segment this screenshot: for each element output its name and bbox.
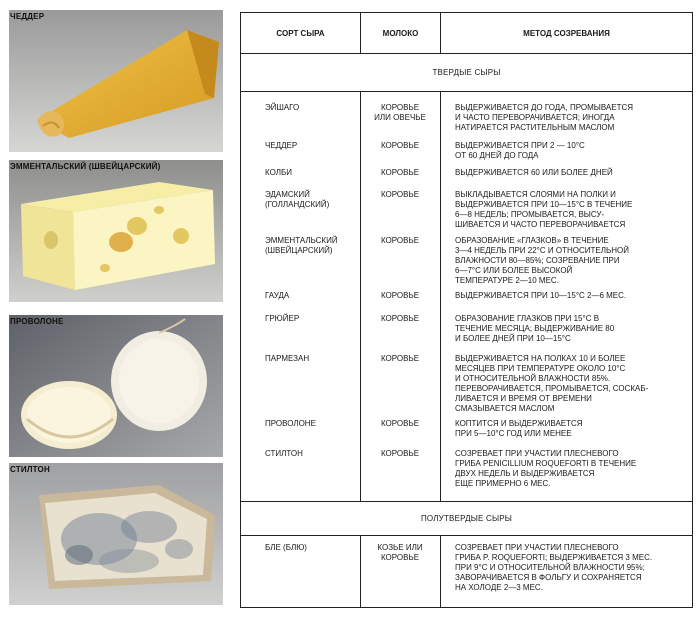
row-milk: КОРОВЬЕ: [380, 449, 420, 458]
row-milk: КОРОВЬЕ: [380, 190, 420, 199]
row-method: ВЫКЛАДЫВАЕТСЯ СЛОЯМИ НА ПОЛКИ И ВЫДЕРЖИВАЕТСЯ ПРИ 10—15°С В ТЕЧЕНИЕ 6—8 НЕДЕЛЬ; ПРОМЫВАЕТСЯ, ВЫСУ- ШИВАЕТСЯ И ЧАСТО ПЕРЕВОРАЧИВАЕТСЯ: [455, 190, 633, 229]
cheddar-label: ЧЕДДЕР: [10, 12, 45, 21]
row-milk: КОРОВЬЕ: [380, 419, 420, 428]
emmental-photo: [9, 160, 223, 302]
row-method: СОЗРЕВАЕТ ПРИ УЧАСТИИ ПЛЕСНЕВОГО ГРИБА PENICILLIUM ROQUEFORTI В ТЕЧЕНИЕ ДВУХ НЕДЕЛЬ И ВЫДЕРЖИВАЕТСЯ ЕЩЕ ПРИМЕРНО 6 МЕС.: [455, 449, 637, 488]
emmental-label: ЭММЕНТАЛЬСКИЙ (ШВЕЙЦАРСКИЙ): [10, 162, 161, 171]
provolone-label: ПРОВОЛОНЕ: [10, 317, 64, 326]
row-name: ГРЮЙЕР: [265, 314, 300, 323]
row-milk: КОРОВЬЕ: [380, 291, 420, 300]
section-title-hard: ТВЕРДЫЕ СЫРЫ: [432, 68, 501, 77]
stilton-label: СТИЛТОН: [10, 465, 50, 474]
row-name: ГАУДА: [265, 291, 290, 300]
row-method: ОБРАЗОВАНИЕ ГЛАЗКОВ ПРИ 15°С В ТЕЧЕНИЕ МЕСЯЦА; ВЫДЕРЖИВАНИЕ 80 И БОЛЕЕ ДНЕЙ ПРИ 10—15°С: [455, 314, 615, 343]
row-milk: КОРОВЬЕ: [380, 314, 420, 323]
row-method: ВЫДЕРЖИВАЕТСЯ ДО ГОДА, ПРОМЫВАЕТСЯ И ЧАСТО ПЕРЕВОРАЧИВАЕТСЯ; ИНОГДА НАТИРАЕТСЯ РАСТИТЕЛЬНЫМ МАСЛОМ: [455, 103, 634, 132]
row-name: ЧЕДДЕР: [265, 141, 298, 150]
row-milk: КОРОВЬЕ ИЛИ ОВЕЧЬЕ: [374, 103, 426, 122]
row-name: ПАРМЕЗАН: [265, 354, 310, 363]
row-method: ВЫДЕРЖИВАЕТСЯ НА ПОЛКАХ 10 И БОЛЕЕ МЕСЯЦЕВ ПРИ ТЕМПЕРАТУРЕ ОКОЛО 10°С И ОТНОСИТЕЛЬНОЙ ВЛАЖНОСТИ 85%. ПЕРЕВОРАЧИВАЕТСЯ, ПРОМЫВАЕТСЯ, СОСКАБ- ЛИВАЕТСЯ И ВРЕМЯ ОТ ВРЕМЕНИ СМАЗЫВАЕТСЯ МАСЛОМ: [455, 354, 649, 413]
row-milk: КОРОВЬЕ: [380, 168, 420, 177]
row-name: СТИЛТОН: [265, 449, 303, 458]
row-name: ЭЙШАГО: [265, 103, 300, 112]
row-name: ПРОВОЛОНЕ: [265, 419, 316, 428]
row-name: ЭММЕНТАЛЬСКИЙ (ШВЕЙЦАРСКИЙ): [265, 236, 338, 255]
cheddar-photo: [9, 10, 223, 152]
provolone-photo: [9, 315, 223, 457]
row-method: ОБРАЗОВАНИЕ «ГЛАЗКОВ» В ТЕЧЕНИЕ 3—4 НЕДЕЛЬ ПРИ 22°С И ОТНОСИТЕЛЬНОЙ ВЛАЖНОСТИ 80—85%; СОЗРЕВАНИЕ ПРИ 6—7°С ИЛИ БОЛЕЕ ВЫСОКОЙ ТЕМПЕРАТУРЕ 2—10 МЕС.: [455, 236, 629, 285]
header-variety: СОРТ СЫРА: [276, 28, 325, 38]
header-milk: МОЛОКО: [382, 28, 419, 38]
row-method: ВЫДЕРЖИВАЕТСЯ ПРИ 10—15°С 2—6 МЕС.: [455, 291, 627, 300]
cheese-ripening-table: [240, 12, 693, 608]
header-method: МЕТОД СОЗРЕВАНИЯ: [523, 28, 610, 38]
row-milk: КОЗЬЕ ИЛИ КОРОВЬЕ: [377, 543, 423, 562]
stilton-photo: [9, 463, 223, 605]
section-title-semi-hard: ПОЛУТВЕРДЫЕ СЫРЫ: [420, 514, 513, 523]
row-milk: КОРОВЬЕ: [380, 354, 420, 363]
row-method: ВЫДЕРЖИВАЕТСЯ 60 ИЛИ БОЛЕЕ ДНЕЙ: [455, 168, 613, 177]
row-method: ВЫДЕРЖИВАЕТСЯ ПРИ 2 — 10°С ОТ 60 ДНЕЙ ДО ГОДА: [455, 141, 585, 160]
row-method: СОЗРЕВАЕТ ПРИ УЧАСТИИ ПЛЕСНЕВОГО ГРИБА P. ROQUEFORTI; ВЫДЕРЖИВАЕТСЯ 3 МЕС. ПРИ 9°С И ОТНОСИТЕЛЬНОЙ ВЛАЖНОСТИ 95%; ЗАВОРАЧИВАЕТСЯ В ФОЛЬГУ И СОХРАНЯЕТСЯ НА ХОЛОДЕ 2—3 МЕС.: [455, 543, 653, 592]
row-method: КОПТИТСЯ И ВЫДЕРЖИВАЕТСЯ ПРИ 5—10°С ГОД ИЛИ МЕНЕЕ: [455, 419, 583, 438]
row-name: КОЛБИ: [265, 168, 292, 177]
row-milk: КОРОВЬЕ: [380, 236, 420, 245]
row-name: БЛЕ (БЛЮ): [265, 543, 307, 552]
row-name: ЭДАМСКИЙ (ГОЛЛАНДСКИЙ): [265, 190, 330, 209]
row-milk: КОРОВЬЕ: [380, 141, 420, 150]
